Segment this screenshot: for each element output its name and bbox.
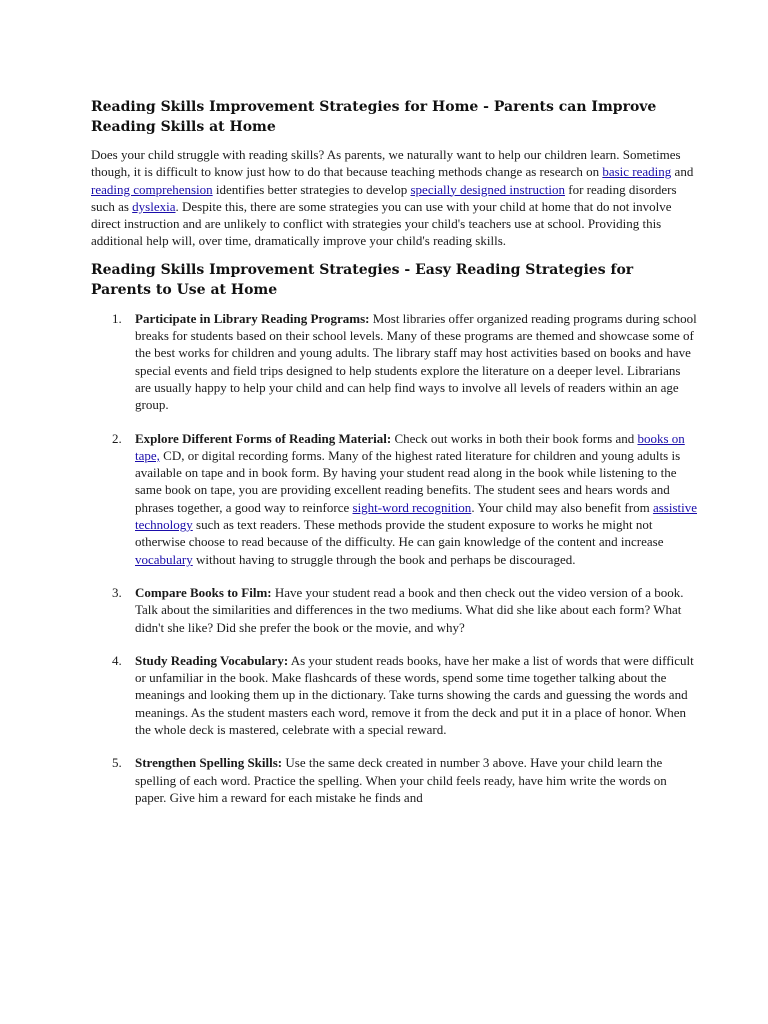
strategy-list bbox=[91, 310, 698, 806]
inline-link[interactable]: dyslexia bbox=[132, 198, 176, 214]
section-heading: Reading Skills Improvement Strategies - Easy Reading Strategies for Parents to Use at Home bbox=[91, 261, 634, 298]
text-run: for reading disorders such as bbox=[91, 181, 677, 214]
text-run: CD, or digital recording forms. Many of the highest rated literature for children and young adults is available on tape and in book form. By having your student read along in the book while listening to the same book on tape, you are providing excellent reading benefits. The student sees and hears words and phrases together, a good way to reinforce bbox=[135, 447, 681, 515]
text-run: Use the same deck created in number 3 above. Have your child learn the spelling of each word. Practice the spelling. When your child feels ready, have him write the words on paper. Give him a reward for each mistake he finds and bbox=[135, 755, 667, 805]
list-item-lead: Strengthen Spelling Skills: bbox=[135, 755, 283, 771]
inline-link[interactable]: vocabulary bbox=[135, 551, 193, 567]
text-run: such as text readers. These methods provide the student exposure to works he might not otherwise choose to read because of the difficulty. He can gain knowledge of the content and increase bbox=[135, 517, 664, 550]
list-number: 3. bbox=[112, 584, 122, 600]
list-number: 1. bbox=[112, 310, 122, 326]
inline-link[interactable]: specially designed instruction bbox=[410, 181, 566, 197]
inline-link[interactable]: sight-word recognition bbox=[352, 499, 472, 515]
document-title: Reading Skills Improvement Strategies for Home - Parents can Improve Reading Skills at Home bbox=[91, 99, 657, 135]
text-run: . Your child may also benefit from bbox=[471, 499, 653, 515]
list-item bbox=[91, 430, 698, 568]
list-item bbox=[91, 310, 698, 414]
list-item-lead: Study Reading Vocabulary: bbox=[135, 652, 289, 668]
text-run: Does your child struggle with reading skills? As parents, we naturally want to help our children learn. Sometimes though, it is difficult to know just how to do that because teaching methods change as research on bbox=[91, 147, 681, 180]
text-run: identifies better strategies to develop bbox=[212, 181, 411, 197]
list-number: 2. bbox=[112, 430, 122, 446]
list-item-lead: Explore Different Forms of Reading Material: bbox=[135, 430, 392, 446]
list-item-lead: Participate in Library Reading Programs: bbox=[135, 310, 370, 326]
inline-link[interactable]: reading comprehension bbox=[91, 181, 213, 197]
text-run: As your student reads books, have her make a list of words that were difficult or unfamiliar in the book. Make flashcards of these words, spend some time together talking about the meanings and looking them up in the dictionary. Take turns showing the cards and guessing the words and meanings. As the student masters each word, remove it from the deck and put it in a place of honor. When the whole deck is mastered, celebrate with a special reward. bbox=[135, 652, 694, 738]
inline-link[interactable]: basic reading bbox=[602, 164, 672, 180]
text-run: and bbox=[671, 164, 694, 180]
text-run: without having to struggle through the book and perhaps be discouraged. bbox=[192, 551, 576, 567]
text-run: Have your student read a book and then check out the video version of a book. Talk about the similarities and differences in the two mediums. What did she like about each form? What didn't she like? Did she prefer the book or the movie, and why? bbox=[135, 584, 684, 635]
list-number: 5. bbox=[112, 755, 122, 771]
list-item-lead: Compare Books to Film: bbox=[135, 584, 272, 600]
text-run: Most libraries offer organized reading programs during school breaks for students based on their school levels. Many of these programs are themed and showcase some of the best works for children and young adults. The library staff may host activities based on books and have special events and field trips designed to help students explore the literature on a deeper level. Librarians are usually happy to help your child and can help find ways to involve all levels of readers within an age group. bbox=[135, 310, 697, 413]
list-item bbox=[91, 754, 698, 806]
inline-link[interactable]: books on tape, bbox=[135, 430, 685, 463]
text-run: Check out works in both their book forms and bbox=[391, 430, 638, 446]
list-number: 4. bbox=[112, 652, 122, 668]
text-run: . Despite this, there are some strategies you can use with your child at home that do not involve direct instruction and are unlikely to conflict with strategies your child's teachers use at school. Providing this additional help will, over time, dramatically improve your child's reading skills. bbox=[91, 198, 672, 249]
intro-paragraph bbox=[91, 146, 698, 250]
inline-link[interactable]: assistive technology bbox=[135, 499, 697, 533]
list-item bbox=[91, 652, 698, 738]
list-item bbox=[91, 584, 698, 636]
